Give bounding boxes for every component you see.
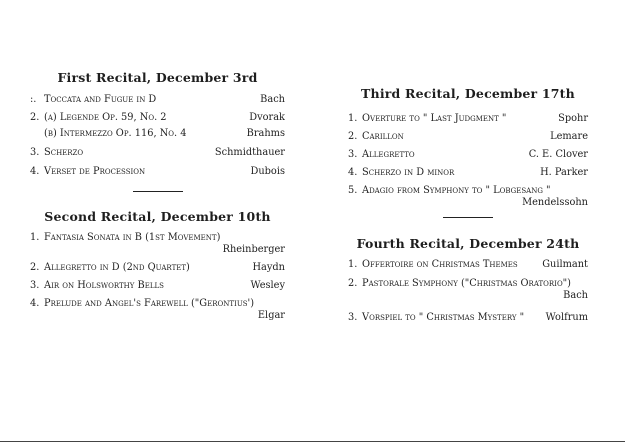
left-column bbox=[30, 70, 285, 322]
item-number: 1. bbox=[30, 232, 40, 243]
item-number: 3. bbox=[348, 312, 358, 323]
composer: Wolfrum bbox=[545, 312, 588, 323]
item-number: :. bbox=[30, 94, 37, 105]
piece-title: Allegretto bbox=[362, 149, 415, 160]
program-item bbox=[30, 280, 285, 292]
section-divider bbox=[443, 217, 493, 218]
item-number: 4. bbox=[30, 166, 40, 177]
composer: Mendelssohn bbox=[522, 197, 588, 208]
program-item bbox=[30, 112, 285, 124]
piece-title: Pastorale Symphony ("Christmas Oratorio") bbox=[362, 278, 572, 289]
composer: Dubois bbox=[250, 166, 285, 177]
program-item bbox=[30, 147, 285, 159]
program-item bbox=[348, 312, 588, 324]
first-recital-program bbox=[30, 94, 285, 178]
program-item bbox=[30, 128, 285, 140]
piece-title: Prelude and Angel's Farewell ("Gerontius') bbox=[44, 298, 255, 309]
piece-title: Fantasia Sonata in B (1st Movement) bbox=[44, 232, 221, 243]
composer: Bach bbox=[563, 290, 588, 301]
piece-title: (b) Intermezzo Op. 116, No. 4 bbox=[44, 128, 187, 139]
composer: H. Parker bbox=[540, 167, 588, 178]
program-item bbox=[348, 131, 588, 143]
item-number: 5. bbox=[348, 185, 358, 196]
piece-title: Carillon bbox=[362, 131, 404, 142]
item-number: 3. bbox=[30, 280, 40, 291]
program-item bbox=[348, 167, 588, 179]
item-number: 3. bbox=[348, 149, 358, 160]
program-item bbox=[348, 149, 588, 161]
item-number: 4. bbox=[348, 167, 358, 178]
second-recital-program bbox=[30, 232, 285, 322]
composer: Guilmant bbox=[542, 259, 588, 270]
piece-title: (a) Legende Op. 59, No. 2 bbox=[44, 112, 167, 123]
composer: Spohr bbox=[558, 113, 588, 124]
item-number: 4. bbox=[30, 298, 40, 309]
fourth-recital-program bbox=[348, 259, 588, 324]
composer: C. E. Clover bbox=[528, 149, 588, 160]
program-item bbox=[30, 166, 285, 178]
section-divider bbox=[133, 191, 183, 192]
program-item bbox=[348, 185, 588, 209]
piece-title: Overture to " Last Judgment " bbox=[362, 113, 507, 124]
program-item bbox=[30, 94, 285, 106]
item-number: 1. bbox=[348, 259, 358, 270]
program-item bbox=[30, 262, 285, 274]
piece-title: Adagio from Symphony to " Lobgesang " bbox=[362, 185, 551, 196]
program-item bbox=[348, 278, 588, 302]
piece-title: Air on Holsworthy Bells bbox=[44, 280, 164, 291]
first-recital-heading: First Recital, December 3rd bbox=[57, 70, 258, 85]
program-item bbox=[30, 232, 285, 256]
third-recital-program bbox=[348, 113, 588, 209]
program-item bbox=[348, 113, 588, 125]
composer: Brahms bbox=[246, 128, 285, 139]
piece-title: Offertoire on Christmas Themes bbox=[362, 259, 518, 270]
composer: Rheinberger bbox=[222, 244, 285, 255]
composer: Schmidthauer bbox=[214, 147, 285, 158]
item-number: 2. bbox=[348, 131, 358, 142]
item-number: 2. bbox=[348, 278, 358, 289]
program-item bbox=[30, 298, 285, 322]
third-recital-heading: Third Recital, December 17th bbox=[361, 86, 575, 101]
program-item bbox=[348, 259, 588, 271]
item-number: 2. bbox=[30, 112, 40, 123]
piece-title: Allegretto in D (2nd Quartet) bbox=[44, 262, 190, 273]
piece-title: Scherzo bbox=[44, 147, 84, 158]
composer: Lemare bbox=[550, 131, 588, 142]
composer: Wesley bbox=[250, 280, 285, 291]
item-number: 3. bbox=[30, 147, 40, 158]
piece-title: Toccata and Fugue in D bbox=[44, 94, 157, 105]
item-number: 1. bbox=[348, 113, 358, 124]
composer: Haydn bbox=[252, 262, 285, 273]
piece-title: Scherzo in D minor bbox=[362, 167, 455, 178]
fourth-recital-heading: Fourth Recital, December 24th bbox=[356, 236, 580, 251]
composer: Elgar bbox=[257, 310, 285, 321]
composer: Bach bbox=[260, 94, 285, 105]
right-column bbox=[348, 86, 588, 324]
piece-title: Vorspiel to " Christmas Mystery " bbox=[362, 312, 525, 323]
item-number: 2. bbox=[30, 262, 40, 273]
piece-title: Verset de Procession bbox=[44, 166, 146, 177]
second-recital-heading: Second Recital, December 10th bbox=[44, 209, 271, 224]
composer: Dvorak bbox=[249, 112, 285, 123]
